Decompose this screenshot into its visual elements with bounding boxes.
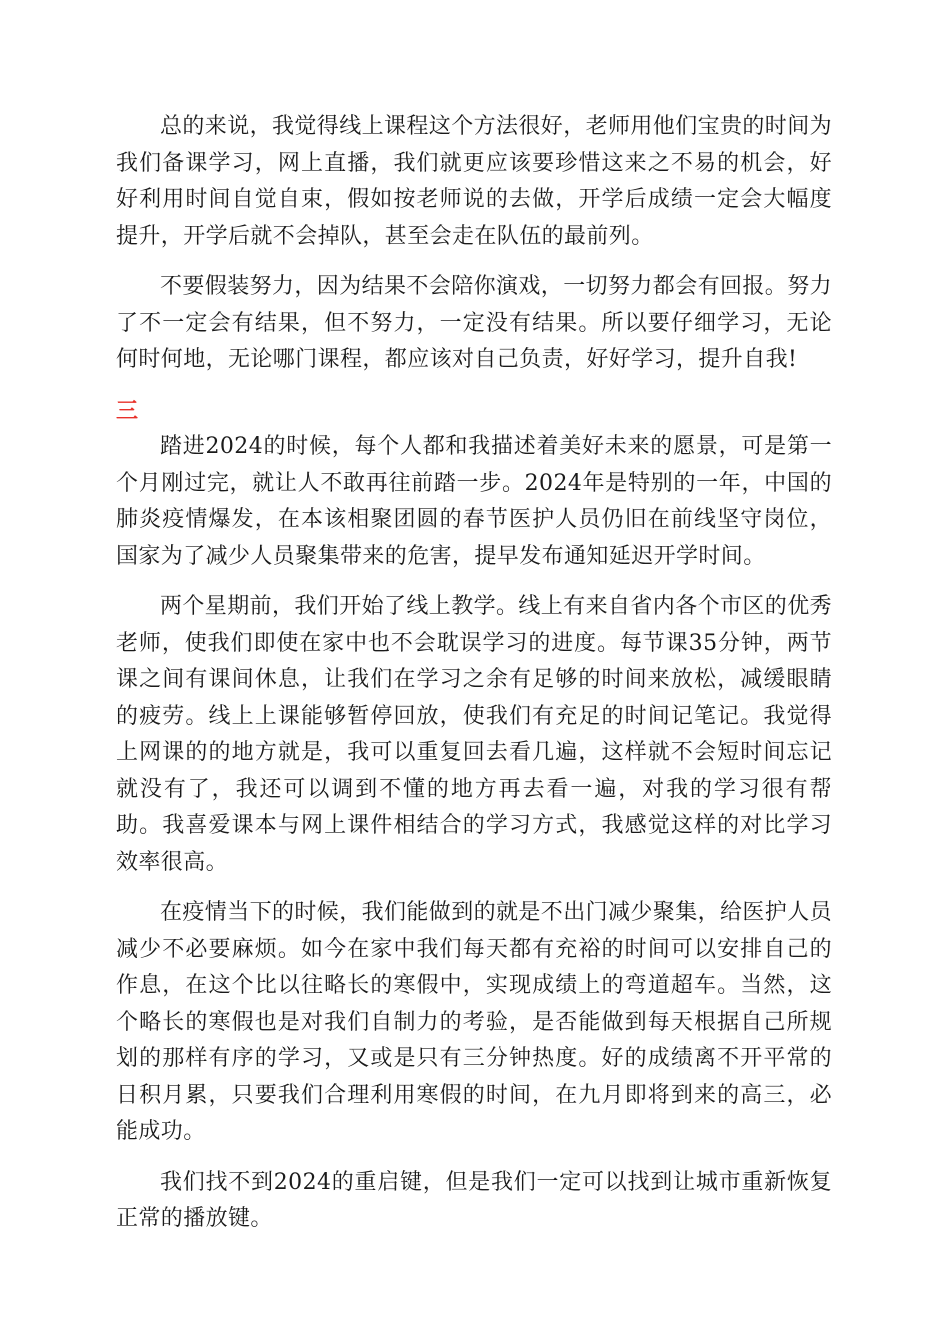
paragraph-epidemic: 踏进2024的时候，每个人都和我描述着美好未来的愿景，可是第一个月刚过完，就让人不敢再往前踏一步。2024年是特别的一年，中国的肺炎疫情爆发，在本该相聚团圆的春节医护人员仍旧在前线坚守岗位，国家为了减少人员聚集带来的危害，提早发布通知延迟开学时间。 xyxy=(116,434,832,569)
paragraph-self-discipline: 在疫情当下的时候，我们能做到的就是不出门减少聚集，给医护人员减少不必要麻烦。如今在家中我们每天都有充裕的时间可以安排自己的作息，在这个比以往略长的寒假中，实现成绩上的弯道超车。当然，这个略长的寒假也是对我们自制力的考验，是否能做到每天根据自己所规划的那样有序的学习，又或是只有三分钟热度。好的成绩离不开平常的日积月累，只要我们合理利用寒假的时间，在九月即将到来的高三，必能成功。 xyxy=(116,900,833,1144)
paragraph-conclusion: 我们找不到2024的重启键，但是我们一定可以找到让城市重新恢复正常的播放键。 xyxy=(116,1169,832,1231)
section-heading-three: 三 xyxy=(116,397,139,424)
document-body xyxy=(116,109,832,1238)
paragraph-effort: 不要假装努力，因为结果不会陪你演戏，一切努力都会有回报。努力了不一定会有结果，但不努力，一定没有结果。所以要仔细学习，无论何时何地，无论哪门课程，都应该对自己负责，好好学习，提升自我! xyxy=(116,274,833,372)
paragraph-summary: 总的来说，我觉得线上课程这个方法很好，老师用他们宝贵的时间为我们备课学习，网上直播，我们就更应该要珍惜这来之不易的机会，好好利用时间自觉自束，假如按老师说的去做，开学后成绩一定会大幅度提升，开学后就不会掉队，甚至会走在队伍的最前列。 xyxy=(116,114,833,249)
paragraph-online-teaching: 两个星期前，我们开始了线上教学。线上有来自省内各个市区的优秀老师，使我们即使在家中也不会耽误学习的进度。每节课35分钟，两节课之间有课间休息，让我们在学习之余有足够的时间来放松，减缓眼睛的疲劳。线上上课能够暂停回放，使我们有充足的时间记笔记。我觉得上网课的的地方就是，我可以重复回去看几遍，这样就不会短时间忘记就没有了，我还可以调到不懂的地方再去看一遍，对我的学习很有帮助。我喜爱课本与网上课件相结合的学习方式，我感觉这样的对比学习效率很高。 xyxy=(116,594,833,875)
